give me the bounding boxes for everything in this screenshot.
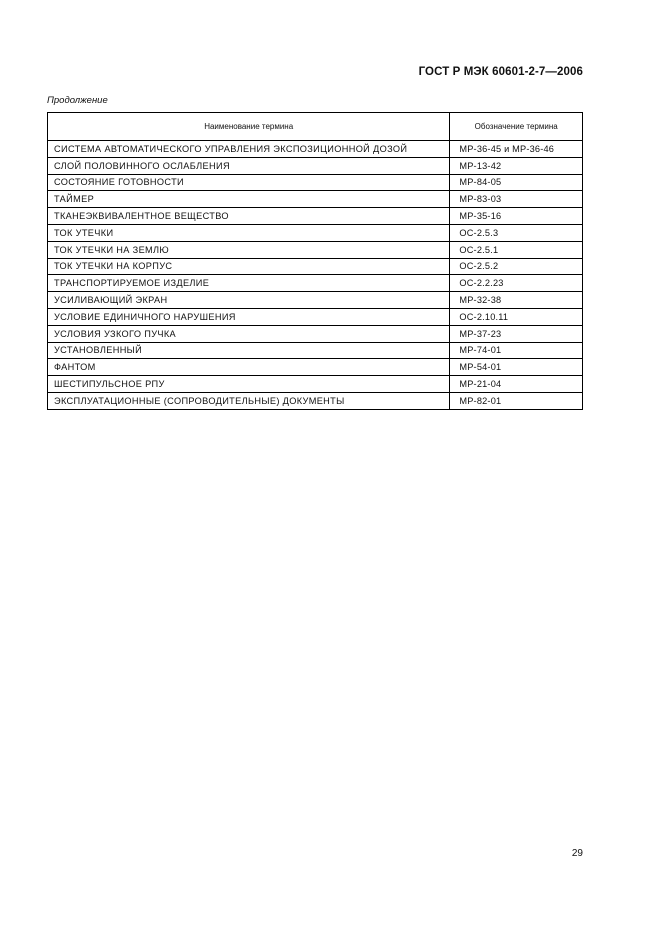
terms-table — [47, 112, 583, 410]
table-row — [48, 376, 583, 393]
code-cell: МР-37-23 — [450, 325, 583, 342]
code-cell: ОС-2.5.1 — [450, 241, 583, 258]
table-row — [48, 325, 583, 342]
code-cell: МР-32-38 — [450, 292, 583, 309]
table-row — [48, 241, 583, 258]
code-cell: МР-35-16 — [450, 208, 583, 225]
table-row — [48, 292, 583, 309]
code-cell: ОС-2.2.23 — [450, 275, 583, 292]
term-cell: ТОК УТЕЧКИ НА КОРПУС — [48, 258, 450, 275]
code-cell: МР-36-45 и МР-36-46 — [450, 141, 583, 158]
table-row — [48, 342, 583, 359]
term-cell: ТОК УТЕЧКИ НА ЗЕМЛЮ — [48, 241, 450, 258]
term-cell: ТАЙМЕР — [48, 191, 450, 208]
table-row — [48, 224, 583, 241]
table-row — [48, 392, 583, 409]
code-cell: ОС-2.5.2 — [450, 258, 583, 275]
continuation-label: Продолжение — [47, 95, 108, 106]
term-cell: ЭКСПЛУАТАЦИОННЫЕ (СОПРОВОДИТЕЛЬНЫЕ) ДОКУМЕНТЫ — [48, 392, 450, 409]
table-row — [48, 308, 583, 325]
code-cell: ОС-2.10.11 — [450, 308, 583, 325]
table-row — [48, 275, 583, 292]
term-cell: ТОК УТЕЧКИ — [48, 224, 450, 241]
page-number: 29 — [571, 848, 583, 859]
table-row — [48, 208, 583, 225]
column-header-term: Наименование термина — [48, 113, 450, 141]
term-cell: УСТАНОВЛЕННЫЙ — [48, 342, 450, 359]
term-cell: СЛОЙ ПОЛОВИННОГО ОСЛАБЛЕНИЯ — [48, 157, 450, 174]
table-row — [48, 141, 583, 158]
code-cell: МР-54-01 — [450, 359, 583, 376]
code-cell: ОС-2.5.3 — [450, 224, 583, 241]
code-cell: МР-83-03 — [450, 191, 583, 208]
term-cell: УСЛОВИЯ УЗКОГО ПУЧКА — [48, 325, 450, 342]
table-row — [48, 258, 583, 275]
term-cell: ШЕСТИПУЛЬСНОЕ РПУ — [48, 376, 450, 393]
table-row — [48, 157, 583, 174]
term-cell: ТКАНЕЭКВИВАЛЕНТНОЕ ВЕЩЕСТВО — [48, 208, 450, 225]
table-row — [48, 174, 583, 191]
column-header-code: Обозначение термина — [450, 113, 583, 141]
term-cell: УСИЛИВАЮЩИЙ ЭКРАН — [48, 292, 450, 309]
term-cell: СИСТЕМА АВТОМАТИЧЕСКОГО УПРАВЛЕНИЯ ЭКСПОЗИЦИОННОЙ ДОЗОЙ — [48, 141, 450, 158]
code-cell: МР-74-01 — [450, 342, 583, 359]
code-cell: МР-82-01 — [450, 392, 583, 409]
term-cell: ФАНТОМ — [48, 359, 450, 376]
term-cell: УСЛОВИЕ ЕДИНИЧНОГО НАРУШЕНИЯ — [48, 308, 450, 325]
document-standard-title: ГОСТ Р МЭК 60601-2-7—2006 — [418, 66, 583, 78]
table-row — [48, 359, 583, 376]
code-cell: МР-13-42 — [450, 157, 583, 174]
term-cell: СОСТОЯНИЕ ГОТОВНОСТИ — [48, 174, 450, 191]
term-cell: ТРАНСПОРТИРУЕМОЕ ИЗДЕЛИЕ — [48, 275, 450, 292]
code-cell: МР-84-05 — [450, 174, 583, 191]
table-row — [48, 191, 583, 208]
code-cell: МР-21-04 — [450, 376, 583, 393]
table-header-row — [48, 113, 583, 141]
